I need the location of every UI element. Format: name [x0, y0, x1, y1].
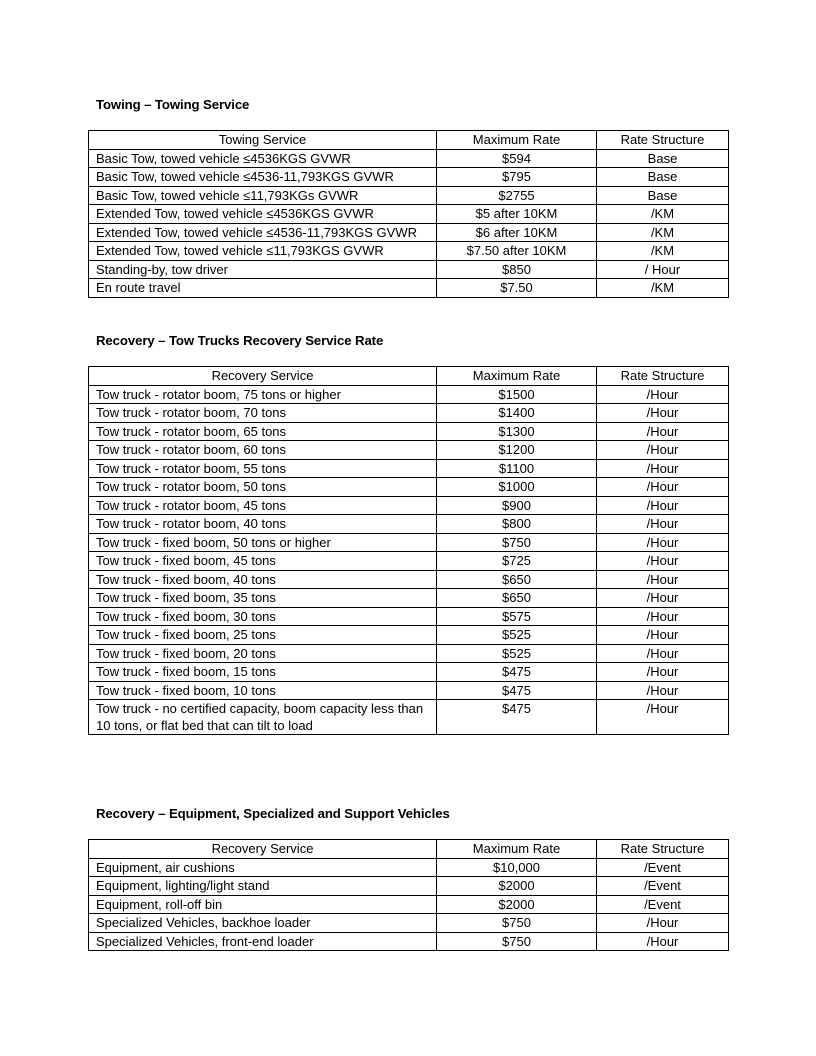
table-row [89, 858, 729, 877]
service-cell: En route travel [89, 279, 437, 298]
table-row [89, 932, 729, 951]
rate-structure-cell: /Hour [597, 552, 729, 571]
table-row [89, 877, 729, 896]
table-row [89, 700, 729, 735]
column-header-rate-structure: Rate Structure [597, 131, 729, 150]
rate-structure-cell: /Hour [597, 459, 729, 478]
table-row [89, 496, 729, 515]
service-cell: Equipment, roll-off bin [89, 895, 437, 914]
service-cell: Tow truck - rotator boom, 65 tons [89, 422, 437, 441]
maximum-rate-cell: $725 [437, 552, 597, 571]
rate-structure-cell: /Hour [597, 626, 729, 645]
maximum-rate-cell: $1000 [437, 478, 597, 497]
rate-structure-cell: /Event [597, 877, 729, 896]
service-cell: Tow truck - fixed boom, 10 tons [89, 681, 437, 700]
rate-structure-cell: /Hour [597, 700, 729, 735]
service-cell: Tow truck - rotator boom, 45 tons [89, 496, 437, 515]
service-cell: Tow truck - fixed boom, 25 tons [89, 626, 437, 645]
maximum-rate-cell: $575 [437, 607, 597, 626]
rate-structure-cell: /Hour [597, 385, 729, 404]
service-cell: Tow truck - rotator boom, 70 tons [89, 404, 437, 423]
maximum-rate-cell: $2000 [437, 877, 597, 896]
table-row [89, 515, 729, 534]
rate-structure-cell: / Hour [597, 260, 729, 279]
service-cell: Tow truck - fixed boom, 30 tons [89, 607, 437, 626]
maximum-rate-cell: $750 [437, 914, 597, 933]
column-header-service: Recovery Service [89, 367, 437, 386]
section-title-recovery-tow-trucks: Recovery – Tow Trucks Recovery Service Rate [96, 333, 384, 348]
rate-structure-cell: /Hour [597, 478, 729, 497]
table-row [89, 279, 729, 298]
column-header-service: Recovery Service [89, 840, 437, 859]
table-row [89, 914, 729, 933]
service-cell: Tow truck - no certified capacity, boom capacity less than 10 tons, or flat bed that can tilt to load [89, 700, 437, 735]
column-header-rate-structure: Rate Structure [597, 367, 729, 386]
maximum-rate-cell: $795 [437, 168, 597, 187]
table-row [89, 168, 729, 187]
recovery-equipment-rate-table [88, 839, 729, 951]
maximum-rate-cell: $1400 [437, 404, 597, 423]
towing-rate-table [88, 130, 729, 298]
service-cell: Tow truck - fixed boom, 50 tons or higher [89, 533, 437, 552]
rate-structure-cell: /Hour [597, 515, 729, 534]
table-row [89, 895, 729, 914]
section-title-recovery-equipment: Recovery – Equipment, Specialized and Support Vehicles [96, 806, 450, 821]
table-row [89, 663, 729, 682]
column-header-rate-structure: Rate Structure [597, 840, 729, 859]
table-row [89, 533, 729, 552]
table-row [89, 681, 729, 700]
rate-structure-cell: /Hour [597, 607, 729, 626]
rate-structure-cell: /Hour [597, 681, 729, 700]
service-cell: Tow truck - fixed boom, 20 tons [89, 644, 437, 663]
rate-structure-cell: Base [597, 149, 729, 168]
maximum-rate-cell: $525 [437, 626, 597, 645]
rate-structure-cell: /Hour [597, 914, 729, 933]
table-row [89, 552, 729, 571]
maximum-rate-cell: $750 [437, 533, 597, 552]
maximum-rate-cell: $800 [437, 515, 597, 534]
service-cell: Extended Tow, towed vehicle ≤11,793KGS GVWR [89, 242, 437, 261]
service-cell: Extended Tow, towed vehicle ≤4536KGS GVWR [89, 205, 437, 224]
maximum-rate-cell: $650 [437, 570, 597, 589]
table-row [89, 607, 729, 626]
rate-structure-cell: /KM [597, 205, 729, 224]
recovery-tow-trucks-rate-table [88, 366, 729, 735]
maximum-rate-cell: $525 [437, 644, 597, 663]
maximum-rate-cell: $1100 [437, 459, 597, 478]
maximum-rate-cell: $750 [437, 932, 597, 951]
service-cell: Tow truck - rotator boom, 55 tons [89, 459, 437, 478]
maximum-rate-cell: $900 [437, 496, 597, 515]
rate-structure-cell: /Hour [597, 404, 729, 423]
table-row [89, 626, 729, 645]
rate-structure-cell: /Hour [597, 441, 729, 460]
maximum-rate-cell: $1300 [437, 422, 597, 441]
service-cell: Basic Tow, towed vehicle ≤4536-11,793KGS GVWR [89, 168, 437, 187]
service-cell: Tow truck - fixed boom, 15 tons [89, 663, 437, 682]
service-cell: Standing-by, tow driver [89, 260, 437, 279]
rate-structure-cell: /KM [597, 223, 729, 242]
table-row [89, 223, 729, 242]
service-cell: Tow truck - fixed boom, 45 tons [89, 552, 437, 571]
maximum-rate-cell: $7.50 after 10KM [437, 242, 597, 261]
table-row [89, 385, 729, 404]
rate-structure-cell: /Hour [597, 932, 729, 951]
rate-structure-cell: /KM [597, 279, 729, 298]
table-row [89, 404, 729, 423]
rate-structure-cell: Base [597, 186, 729, 205]
rate-structure-cell: /Hour [597, 422, 729, 441]
table-row [89, 205, 729, 224]
maximum-rate-cell: $5 after 10KM [437, 205, 597, 224]
rate-structure-cell: /Hour [597, 589, 729, 608]
maximum-rate-cell: $594 [437, 149, 597, 168]
table-row [89, 459, 729, 478]
service-cell: Tow truck - rotator boom, 50 tons [89, 478, 437, 497]
table-row [89, 644, 729, 663]
rate-structure-cell: /Hour [597, 663, 729, 682]
column-header-maximum-rate: Maximum Rate [437, 367, 597, 386]
rate-structure-cell: /Event [597, 858, 729, 877]
service-cell: Tow truck - fixed boom, 35 tons [89, 589, 437, 608]
rate-structure-cell: /Hour [597, 644, 729, 663]
service-cell: Tow truck - rotator boom, 40 tons [89, 515, 437, 534]
maximum-rate-cell: $650 [437, 589, 597, 608]
rate-structure-cell: /KM [597, 242, 729, 261]
table-row [89, 422, 729, 441]
service-cell: Specialized Vehicles, front-end loader [89, 932, 437, 951]
maximum-rate-cell: $475 [437, 681, 597, 700]
maximum-rate-cell: $1200 [437, 441, 597, 460]
table-row [89, 589, 729, 608]
table-row [89, 149, 729, 168]
service-cell: Tow truck - rotator boom, 75 tons or higher [89, 385, 437, 404]
column-header-maximum-rate: Maximum Rate [437, 840, 597, 859]
table-header-row [89, 367, 729, 386]
table-row [89, 478, 729, 497]
maximum-rate-cell: $475 [437, 700, 597, 735]
rate-structure-cell: /Event [597, 895, 729, 914]
section-title-towing: Towing – Towing Service [96, 97, 250, 112]
maximum-rate-cell: $850 [437, 260, 597, 279]
maximum-rate-cell: $1500 [437, 385, 597, 404]
column-header-maximum-rate: Maximum Rate [437, 131, 597, 150]
service-cell: Basic Tow, towed vehicle ≤11,793KGs GVWR [89, 186, 437, 205]
maximum-rate-cell: $2755 [437, 186, 597, 205]
rate-structure-cell: Base [597, 168, 729, 187]
maximum-rate-cell: $10,000 [437, 858, 597, 877]
table-row [89, 260, 729, 279]
maximum-rate-cell: $6 after 10KM [437, 223, 597, 242]
service-cell: Equipment, lighting/light stand [89, 877, 437, 896]
service-cell: Equipment, air cushions [89, 858, 437, 877]
service-cell: Extended Tow, towed vehicle ≤4536-11,793KGS GVWR [89, 223, 437, 242]
table-row [89, 570, 729, 589]
column-header-service: Towing Service [89, 131, 437, 150]
service-cell: Tow truck - rotator boom, 60 tons [89, 441, 437, 460]
maximum-rate-cell: $7.50 [437, 279, 597, 298]
maximum-rate-cell: $475 [437, 663, 597, 682]
table-header-row [89, 840, 729, 859]
service-cell: Basic Tow, towed vehicle ≤4536KGS GVWR [89, 149, 437, 168]
service-cell: Tow truck - fixed boom, 40 tons [89, 570, 437, 589]
rate-structure-cell: /Hour [597, 570, 729, 589]
service-cell: Specialized Vehicles, backhoe loader [89, 914, 437, 933]
table-row [89, 242, 729, 261]
table-header-row [89, 131, 729, 150]
rate-structure-cell: /Hour [597, 496, 729, 515]
maximum-rate-cell: $2000 [437, 895, 597, 914]
table-row [89, 441, 729, 460]
table-row [89, 186, 729, 205]
rate-structure-cell: /Hour [597, 533, 729, 552]
